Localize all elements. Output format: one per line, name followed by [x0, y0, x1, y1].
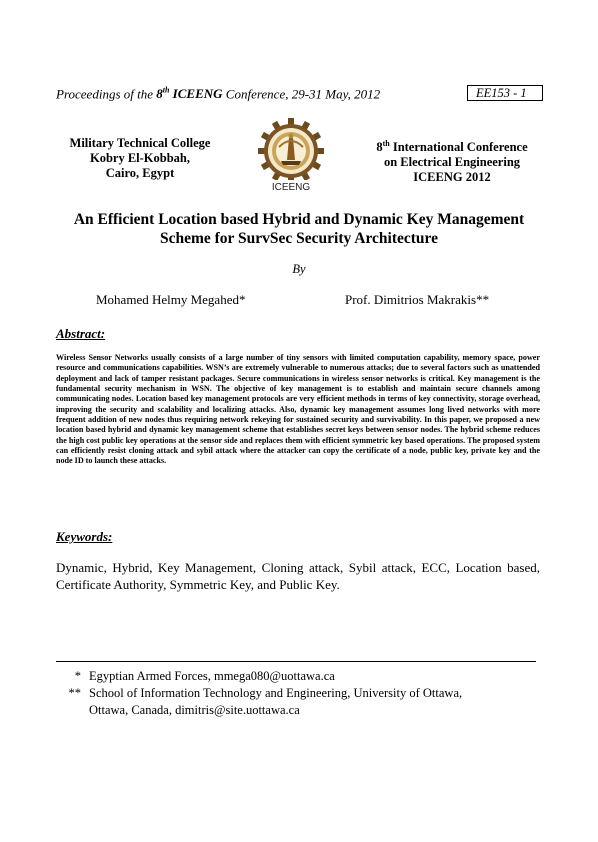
- institution-right-line2: on Electrical Engineering: [383, 155, 521, 170]
- footnote-2-continuation: Ottawa, Canada, dimitris@site.uottawa.ca: [89, 703, 300, 717]
- institution-right-line1: [356, 136, 548, 155]
- footnote-1-mark: *: [74, 669, 81, 683]
- paper-code-box: EE153 - 1: [467, 85, 543, 101]
- institution-left: [48, 136, 232, 181]
- proceedings-prefix: Proceedings of the: [56, 86, 157, 102]
- proceedings-number: 8: [156, 86, 163, 102]
- author-1: Mohamed Helmy Megahed*: [96, 292, 246, 307]
- abstract-heading: Abstract:: [56, 326, 106, 341]
- institution-left-line1: Military Technical College: [69, 136, 211, 150]
- institution-right: [356, 136, 548, 185]
- author-2: Prof. Dimitrios Makrakis**: [345, 292, 490, 307]
- footnote-2: [57, 685, 462, 702]
- gear-logo-icon: [257, 118, 325, 194]
- footnote-2-mark: **: [68, 686, 81, 700]
- abstract-body: Wireless Sensor Networks usually consists of a large number of tiny sensors with limited computation capability, memory space, power resource and communications capabilities. WSN’s are extremely vulnerable to numerous attacks; due to several factors such as unattended deployment and lack of tamper resistant packages. Secure communications in wireless sensor networks is critical. Key management is the fundamental security mechanism in WSN. The objective of key management is to establish and maintain secure channels among communicating nodes. Location based key management protocols are very efficient methods in terms of key connectivity, storage overhead, improving the security and scalability and localizing attacks. Also, dynamic key management assumes long lived networks with more frequent addition of new nodes thus requiring network rekeying for sustained security and survivability. In this paper, we proposed a new location based hybrid and dynamic key management scheme that establishes secret keys between sensor nodes. The hybrid scheme reduces the high cost public key operations at the sensor side and replaces them with efficient symmetric key based operations. The proposed system can efficiently resist cloning attack and sybil attack where the attacker can copy the certificate of a node, public key, private key and the node ID to launch these attacks.: [56, 353, 540, 466]
- paper-title: [40, 210, 558, 248]
- keywords-heading: Keywords:: [56, 529, 113, 544]
- iceeng-logo: [257, 118, 325, 194]
- conference-number: 8: [376, 140, 383, 155]
- footnote-1-text: Egyptian Armed Forces, mmega080@uottawa.ca: [89, 669, 335, 683]
- institution-right-line3: ICEENG 2012: [413, 170, 491, 185]
- proceedings-line: [56, 86, 380, 102]
- institution-left-line2: Kobry El-Kobbah,: [89, 151, 191, 165]
- footnote-2-text: School of Information Technology and Engineering, University of Ottawa,: [89, 686, 463, 700]
- footnote-1: [57, 668, 335, 685]
- by-label: By: [292, 262, 306, 276]
- proceedings-suffix: Conference, 29-31 May, 2012: [222, 86, 381, 102]
- footnote-divider: [56, 661, 536, 662]
- paper-title-line1: An Efficient Location based Hybrid and Dynamic Key Management: [73, 211, 525, 228]
- paper-title-line2: Scheme for SurvSec Security Architecture: [159, 230, 439, 247]
- conference-superscript: th: [382, 139, 390, 148]
- logo-text: ICEENG: [271, 182, 311, 193]
- proceedings-superscript: th: [162, 86, 170, 95]
- conference-name: International Conference: [389, 140, 528, 155]
- keywords-body: Dynamic, Hybrid, Key Management, Cloning attack, Sybil attack, ECC, Location based, Certificate Authority, Symmetric Key, and Public Key.: [56, 560, 540, 592]
- institution-left-line3: Cairo, Egypt: [105, 166, 175, 180]
- proceedings-conference: ICEENG: [169, 86, 223, 102]
